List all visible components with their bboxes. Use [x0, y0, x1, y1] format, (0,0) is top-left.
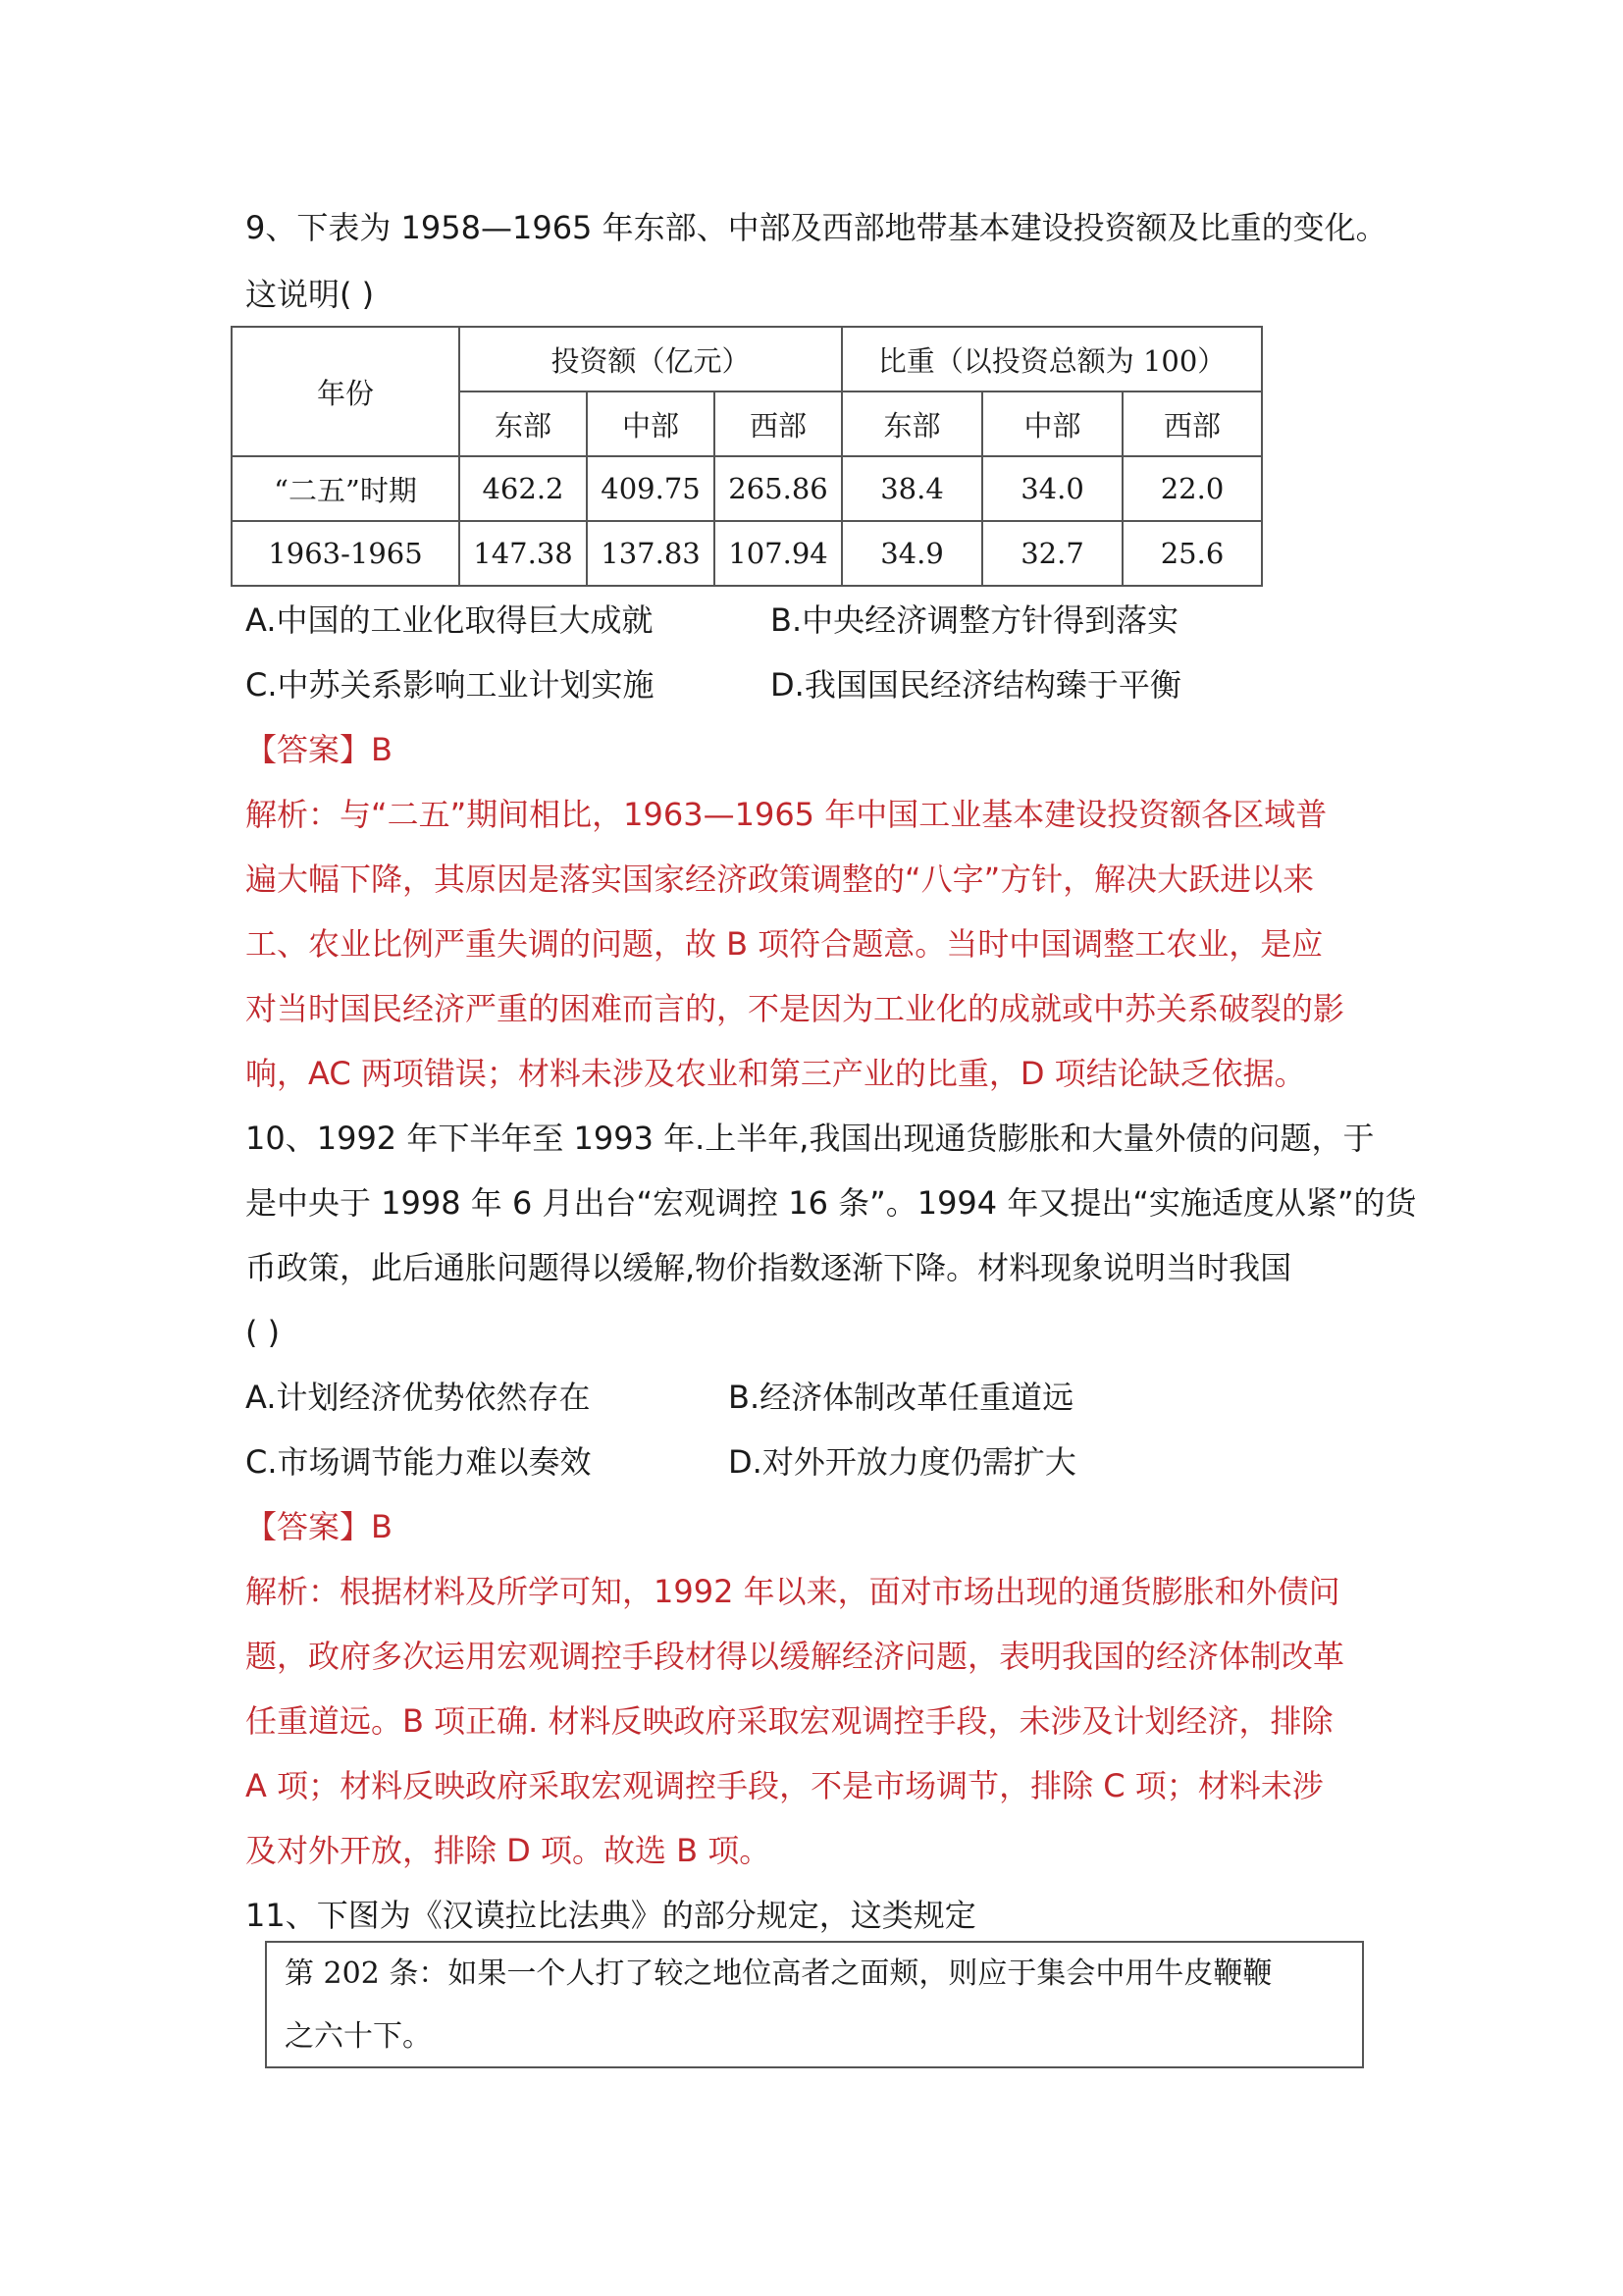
table-cell: 38.4 — [842, 456, 982, 521]
q10-analysis-line: A 项；材料反映政府采取宏观调控手段，不是市场调节，排除 C 项；材料未涉 — [245, 1767, 1324, 1804]
row-label: “二五”时期 — [232, 456, 459, 521]
q9-analysis-line: 解析：与“二五”期间相比，1963—1965 年中国工业基本建设投资额各区域普 — [245, 796, 1328, 833]
q9-option-c: C.中苏关系影响工业计划实施 — [245, 666, 654, 704]
q10-option-b: B.经济体制改革任重道远 — [728, 1379, 1074, 1416]
table-row — [232, 456, 1262, 521]
table-cell: 265.86 — [714, 456, 842, 521]
q10-answer — [245, 1507, 393, 1546]
q10-stem-line: 是中央于 1998 年 6 月出台“宏观调控 16 条”。1994 年又提出“实施适度从紧”的货 — [245, 1184, 1417, 1222]
q9-answer — [245, 730, 393, 769]
q11-stem: 11、下图为《汉谟拉比法典》的部分规定，这类规定 — [245, 1897, 976, 1934]
q10-analysis-line: 任重道远。B 项正确. 材料反映政府采取宏观调控手段，未涉及计划经济，排除 — [245, 1702, 1334, 1740]
q10-option-c: C.市场调节能力难以奏效 — [245, 1443, 592, 1481]
table-cell: 34.0 — [982, 456, 1123, 521]
sub-header-east: 东部 — [842, 391, 982, 456]
investment-amount-header: 投资额（亿元） — [459, 327, 842, 391]
sub-header-east: 东部 — [459, 391, 587, 456]
sub-header-west: 西部 — [1123, 391, 1262, 456]
table-row — [232, 521, 1262, 586]
law-excerpt-box — [265, 1941, 1364, 2068]
table-cell: 34.9 — [842, 521, 982, 586]
answer-tag: 【答案】 — [245, 1508, 372, 1545]
law-excerpt-line: 之六十下。 — [285, 2019, 432, 2054]
answer-value: B — [371, 1508, 393, 1545]
q9-analysis-line: 遍大幅下降，其原因是落实国家经济政策调整的“八字”方针，解决大跃进以来 — [245, 861, 1315, 898]
q10-stem-line: ( ) — [245, 1314, 281, 1351]
table-cell: 409.75 — [587, 456, 714, 521]
q9-analysis-line: 工、农业比例严重失调的问题，故 B 项符合题意。当时中国调整工农业，是应 — [245, 925, 1324, 963]
table-cell: 107.94 — [714, 521, 842, 586]
proportion-header: 比重（以投资总额为 100） — [842, 327, 1262, 391]
row-label: 1963-1965 — [232, 521, 459, 586]
q9-option-d: D.我国国民经济结构臻于平衡 — [770, 666, 1181, 704]
sub-header-west: 西部 — [714, 391, 842, 456]
answer-tag: 【答案】 — [245, 731, 372, 768]
year-header: 年份 — [232, 327, 459, 456]
q10-option-d: D.对外开放力度仍需扩大 — [728, 1443, 1076, 1481]
q9-analysis-line: 对当时国民经济严重的困难而言的，不是因为工业化的成就或中苏关系破裂的影 — [245, 990, 1345, 1027]
table-cell: 137.83 — [587, 521, 714, 586]
law-excerpt-line: 第 202 条：如果一个人打了较之地位高者之面颊，则应于集会中用牛皮鞭鞭 — [285, 1957, 1273, 1991]
sub-header-central: 中部 — [587, 391, 714, 456]
q9-stem-line1: 9、下表为 1958—1965 年东部、中部及西部地带基本建设投资额及比重的变化。 — [245, 209, 1387, 246]
q9-analysis-line: 响，AC 两项错误；材料未涉及农业和第三产业的比重，D 项结论缺乏依据。 — [245, 1055, 1306, 1092]
table-cell: 462.2 — [459, 456, 587, 521]
q10-analysis-line: 题，政府多次运用宏观调控手段材得以缓解经济问题，表明我国的经济体制改革 — [245, 1638, 1345, 1675]
q10-analysis-line: 解析：根据材料及所学可知，1992 年以来，面对市场出现的通货膨胀和外债问 — [245, 1573, 1340, 1610]
answer-value: B — [371, 731, 393, 768]
table-cell: 32.7 — [982, 521, 1123, 586]
q9-option-a: A.中国的工业化取得巨大成就 — [245, 601, 654, 639]
table-cell: 147.38 — [459, 521, 587, 586]
q10-option-a: A.计划经济优势依然存在 — [245, 1379, 591, 1416]
q10-stem-line: 币政策，此后通胀问题得以缓解,物价指数逐渐下降。材料现象说明当时我国 — [245, 1249, 1292, 1286]
q10-stem-line: 10、1992 年下半年至 1993 年.上半年,我国出现通货膨胀和大量外债的问题，于 — [245, 1120, 1375, 1157]
table-cell: 25.6 — [1123, 521, 1262, 586]
q9-option-b: B.中央经济调整方针得到落实 — [770, 601, 1179, 639]
table-cell: 22.0 — [1123, 456, 1262, 521]
q9-stem-line2: 这说明( ) — [245, 276, 375, 313]
q10-analysis-line: 及对外开放，排除 D 项。故选 B 项。 — [245, 1832, 771, 1869]
investment-table — [231, 326, 1263, 587]
sub-header-central: 中部 — [982, 391, 1123, 456]
